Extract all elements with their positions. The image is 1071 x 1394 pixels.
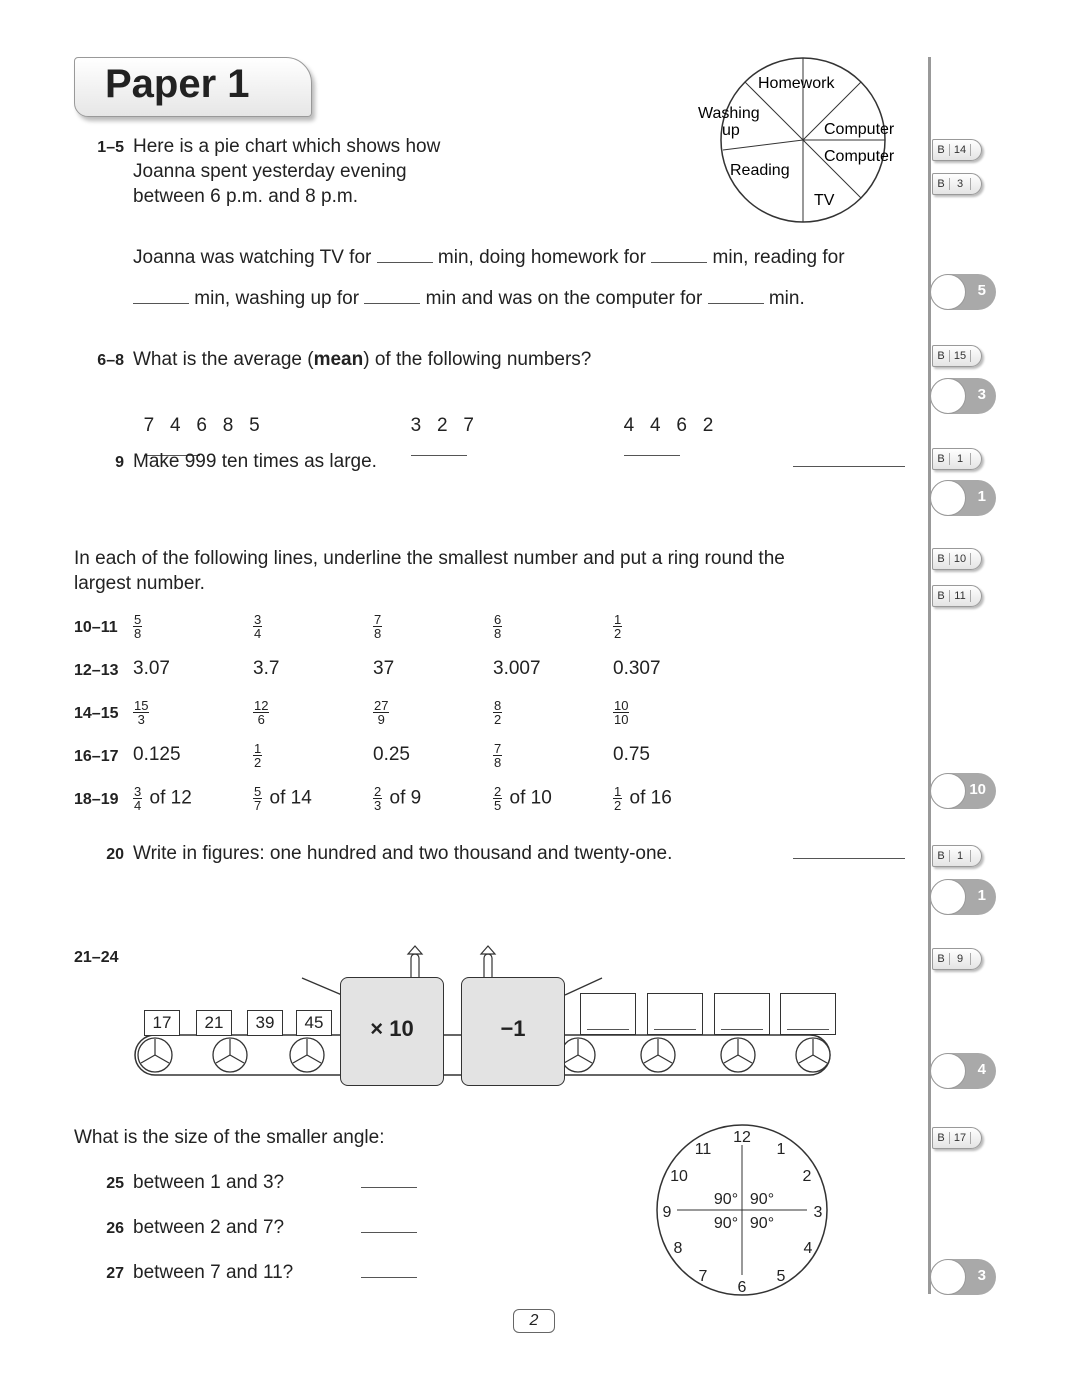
fraction-denominator: 3 bbox=[137, 712, 145, 727]
r1-cell-0[interactable] bbox=[133, 613, 144, 640]
fraction-denominator: 10 bbox=[614, 712, 629, 727]
ref-book: B bbox=[933, 553, 950, 565]
clock-number-12: 12 bbox=[733, 1129, 751, 1146]
q7-set2-numbers: 3 2 7 bbox=[410, 415, 474, 436]
r1-cell-2[interactable] bbox=[373, 613, 384, 640]
question-number-10-11: 10–11 bbox=[74, 619, 118, 636]
machine-minus-1 bbox=[461, 977, 565, 1086]
score-box[interactable] bbox=[930, 1259, 996, 1295]
q8-set3-numbers: 4 4 6 2 bbox=[623, 415, 714, 436]
fraction-denominator: 2 bbox=[494, 712, 502, 727]
question-27-text: between 7 and 11? bbox=[133, 1262, 294, 1283]
score-circle[interactable] bbox=[930, 480, 966, 516]
clock-number-3: 3 bbox=[813, 1204, 823, 1221]
q1-line2: Joanna spent yesterday evening bbox=[133, 161, 407, 182]
of-text: of 9 bbox=[384, 787, 422, 809]
score-box[interactable] bbox=[930, 879, 996, 915]
fraction bbox=[493, 785, 502, 812]
r5-cell-1[interactable] bbox=[253, 785, 312, 812]
fraction bbox=[253, 699, 269, 726]
answer-blank-computer[interactable] bbox=[708, 302, 764, 304]
q1-text-d: min, washing up for bbox=[194, 288, 360, 309]
q1-answer-line-1 bbox=[133, 245, 845, 270]
fraction-numerator: 7 bbox=[374, 612, 382, 627]
page-number: 2 bbox=[513, 1309, 555, 1333]
answer-blank-q25[interactable] bbox=[361, 1187, 417, 1188]
of-text: of 10 bbox=[504, 787, 552, 809]
r2-cell-2[interactable]: 37 bbox=[373, 658, 395, 679]
fraction-denominator: 5 bbox=[494, 798, 502, 813]
clock-angle-bottom-left: 90° bbox=[713, 1215, 739, 1232]
q1-line1: Here is a pie chart which shows how bbox=[133, 136, 441, 157]
ref-book: B bbox=[933, 178, 950, 190]
ref-number: 11 bbox=[950, 590, 971, 602]
pie-label-washing: Washing bbox=[698, 105, 760, 122]
fraction bbox=[253, 785, 262, 812]
ref-book: B bbox=[933, 1132, 950, 1144]
fraction-numerator: 1 bbox=[614, 612, 622, 627]
score-circle[interactable] bbox=[930, 274, 966, 310]
clock-number-6: 6 bbox=[737, 1279, 747, 1296]
q1-line3: between 6 p.m. and 8 p.m. bbox=[133, 186, 358, 207]
fraction-numerator: 15 bbox=[134, 698, 149, 713]
score-circle[interactable] bbox=[930, 378, 966, 414]
question-number-9: 9 bbox=[115, 454, 124, 471]
answer-blank-reading[interactable] bbox=[133, 302, 189, 304]
r2-cell-4[interactable]: 0.307 bbox=[613, 658, 661, 679]
input-box-3: 39 bbox=[247, 1010, 283, 1036]
of-text: of 12 bbox=[144, 787, 192, 809]
r4-cell-3[interactable] bbox=[493, 742, 504, 769]
r4-cell-0[interactable]: 0.125 bbox=[133, 744, 181, 765]
score-max: 3 bbox=[977, 386, 986, 403]
clock-angle-top-left: 90° bbox=[713, 1191, 739, 1208]
clock-angle-top-right: 90° bbox=[749, 1191, 775, 1208]
clock-number-11: 11 bbox=[694, 1141, 712, 1158]
fraction-numerator: 2 bbox=[494, 784, 502, 799]
q1-answer-line-2 bbox=[133, 286, 805, 311]
r4-cell-4[interactable]: 0.75 bbox=[613, 744, 650, 765]
clock-number-2: 2 bbox=[802, 1168, 812, 1185]
score-box[interactable] bbox=[930, 274, 996, 310]
score-max: 10 bbox=[969, 781, 986, 798]
question-number-27: 27 bbox=[106, 1265, 124, 1282]
book-ref-icon bbox=[932, 345, 982, 367]
of-text: of 16 bbox=[624, 787, 672, 809]
question-number-6-8: 6–8 bbox=[97, 352, 124, 369]
q1-text-c: min, reading for bbox=[712, 247, 845, 268]
question-number-14-15: 14–15 bbox=[74, 705, 119, 722]
answer-blank-tv[interactable] bbox=[377, 261, 433, 263]
fraction-denominator: 6 bbox=[257, 712, 265, 727]
pie-label-tv: TV bbox=[814, 192, 835, 209]
fraction bbox=[493, 742, 502, 769]
r1-cell-4[interactable] bbox=[613, 613, 624, 640]
q1-text-f: min. bbox=[768, 288, 805, 309]
input-box-4: 45 bbox=[296, 1010, 332, 1036]
fraction-numerator: 5 bbox=[254, 784, 262, 799]
ref-book: B bbox=[933, 453, 950, 465]
score-max: 5 bbox=[977, 282, 986, 299]
question-number-1-5: 1–5 bbox=[97, 139, 124, 156]
ref-number: 3 bbox=[950, 178, 971, 190]
fraction-numerator: 7 bbox=[494, 741, 502, 756]
clock-number-7: 7 bbox=[698, 1268, 708, 1285]
output-line bbox=[587, 1029, 629, 1030]
instructions-underline-ring bbox=[74, 546, 785, 596]
instructions-line2: largest number. bbox=[74, 573, 205, 594]
r3-cell-2[interactable] bbox=[373, 699, 391, 726]
clock-face bbox=[652, 1122, 832, 1298]
pie-label-reading: Reading bbox=[730, 162, 790, 179]
fraction-numerator: 6 bbox=[494, 612, 502, 627]
ref-number: 15 bbox=[950, 350, 971, 362]
question-25-text: between 1 and 3? bbox=[133, 1172, 285, 1193]
q6-set1-numbers: 7 4 6 8 5 bbox=[143, 415, 260, 436]
output-line bbox=[654, 1029, 696, 1030]
fraction-denominator: 9 bbox=[377, 712, 385, 727]
ref-book: B bbox=[933, 144, 950, 156]
fraction bbox=[613, 699, 629, 726]
r5-cell-0[interactable] bbox=[133, 785, 192, 812]
score-circle[interactable] bbox=[930, 1259, 966, 1295]
answer-blank-q26[interactable] bbox=[361, 1232, 417, 1233]
pie-label-computer-2: Computer bbox=[824, 148, 895, 165]
r5-cell-3[interactable] bbox=[493, 785, 552, 812]
r4-cell-1[interactable] bbox=[253, 742, 264, 769]
r3-cell-3[interactable] bbox=[493, 699, 504, 726]
clock-number-9: 9 bbox=[662, 1204, 672, 1221]
answer-blank-q9[interactable] bbox=[793, 466, 905, 467]
score-box[interactable] bbox=[930, 773, 996, 809]
r5-cell-4[interactable] bbox=[613, 785, 672, 812]
pie-label-computer-1: Computer bbox=[824, 121, 895, 138]
fraction-numerator: 1 bbox=[614, 784, 622, 799]
fraction-numerator: 8 bbox=[494, 698, 502, 713]
fraction bbox=[253, 742, 262, 769]
q8-set-3 bbox=[613, 388, 713, 463]
book-ref-icon bbox=[932, 585, 982, 607]
r1-cell-1[interactable] bbox=[253, 613, 264, 640]
r3-cell-1[interactable] bbox=[253, 699, 271, 726]
q6-post: ) of the following numbers? bbox=[363, 349, 592, 370]
clock-number-10: 10 bbox=[670, 1168, 688, 1185]
fraction bbox=[253, 613, 262, 640]
fraction bbox=[133, 785, 142, 812]
ref-number: 9 bbox=[950, 953, 971, 965]
fraction bbox=[613, 785, 622, 812]
fraction-numerator: 3 bbox=[134, 784, 142, 799]
fraction bbox=[373, 785, 382, 812]
score-circle[interactable] bbox=[930, 1053, 966, 1089]
question-number-26: 26 bbox=[106, 1220, 124, 1237]
clock-number-4: 4 bbox=[803, 1240, 813, 1257]
machine-op-minus-1: −1 bbox=[500, 1016, 526, 1041]
score-box[interactable] bbox=[930, 378, 996, 414]
fraction-denominator: 8 bbox=[134, 626, 142, 641]
input-box-1: 17 bbox=[144, 1010, 180, 1036]
margin-divider bbox=[928, 57, 931, 1294]
fraction-denominator: 8 bbox=[374, 626, 382, 641]
fraction bbox=[613, 613, 622, 640]
answer-blank-q20[interactable] bbox=[793, 858, 905, 859]
clock-number-8: 8 bbox=[673, 1240, 683, 1257]
r1-cell-3[interactable] bbox=[493, 613, 504, 640]
r2-cell-3[interactable]: 3.007 bbox=[493, 658, 541, 679]
fraction bbox=[373, 699, 389, 726]
fraction-denominator: 8 bbox=[494, 626, 502, 641]
q1-text-b: min, doing homework for bbox=[437, 247, 646, 268]
answer-blank-washing-up[interactable] bbox=[364, 302, 420, 304]
paper-title-tab bbox=[74, 57, 312, 117]
input-box-2: 21 bbox=[196, 1010, 232, 1036]
ref-number: 1 bbox=[950, 453, 971, 465]
score-max: 1 bbox=[977, 887, 986, 904]
r2-cell-1[interactable]: 3.7 bbox=[253, 658, 280, 679]
machine-op-times-10: × 10 bbox=[370, 1016, 414, 1041]
r2-cell-0[interactable]: 3.07 bbox=[133, 658, 170, 679]
question-number-12-13: 12–13 bbox=[74, 662, 119, 679]
fraction-numerator: 10 bbox=[614, 698, 629, 713]
question-9-text: Make 999 ten times as large. bbox=[133, 451, 377, 472]
fraction-numerator: 3 bbox=[254, 612, 262, 627]
q7-set-2 bbox=[400, 388, 474, 463]
fraction-denominator: 4 bbox=[134, 798, 142, 813]
fraction-denominator: 7 bbox=[254, 798, 262, 813]
question-number-21-24: 21–24 bbox=[74, 949, 119, 966]
score-box[interactable] bbox=[930, 1053, 996, 1089]
output-line bbox=[721, 1029, 763, 1030]
q6-pre: What is the average ( bbox=[133, 349, 314, 370]
r5-cell-2[interactable] bbox=[373, 785, 421, 812]
score-circle[interactable] bbox=[930, 773, 966, 809]
question-number-20: 20 bbox=[106, 846, 124, 863]
machine-times-10 bbox=[340, 977, 444, 1086]
ref-book: B bbox=[933, 850, 950, 862]
ref-book: B bbox=[933, 590, 950, 602]
question-number-25: 25 bbox=[106, 1175, 124, 1192]
fraction bbox=[493, 699, 502, 726]
ref-number: 14 bbox=[950, 144, 971, 156]
output-line bbox=[787, 1029, 829, 1030]
answer-blank-q8[interactable] bbox=[624, 454, 680, 456]
answer-blank-q27[interactable] bbox=[361, 1277, 417, 1278]
output-box-22[interactable] bbox=[647, 993, 703, 1035]
ref-book: B bbox=[933, 953, 950, 965]
question-number-16-17: 16–17 bbox=[74, 748, 119, 765]
q1-text-e: min and was on the computer for bbox=[425, 288, 703, 309]
question-26-text: between 2 and 7? bbox=[133, 1217, 285, 1238]
fraction bbox=[133, 699, 149, 726]
output-box-21[interactable] bbox=[580, 993, 636, 1035]
question-number-18-19: 18–19 bbox=[74, 791, 119, 808]
fraction-denominator: 2 bbox=[614, 798, 622, 813]
book-ref-icon bbox=[932, 173, 982, 195]
book-ref-icon bbox=[932, 448, 982, 470]
clock-angle-bottom-right: 90° bbox=[749, 1215, 775, 1232]
of-text: of 14 bbox=[264, 787, 312, 809]
ref-number: 10 bbox=[950, 553, 971, 565]
clock-number-1: 1 bbox=[776, 1141, 786, 1158]
score-circle[interactable] bbox=[930, 879, 966, 915]
question-20-text: Write in figures: one hundred and two thousand and twenty-one. bbox=[133, 843, 673, 864]
q1-text-a: Joanna was watching TV for bbox=[133, 247, 372, 268]
score-max: 4 bbox=[977, 1061, 986, 1078]
pie-label-homework: Homework bbox=[758, 75, 835, 92]
answer-blank-q7[interactable] bbox=[411, 454, 467, 456]
r3-cell-0[interactable] bbox=[133, 699, 151, 726]
ref-number: 1 bbox=[950, 850, 971, 862]
fraction-denominator: 2 bbox=[614, 626, 622, 641]
question-6-text bbox=[133, 347, 591, 372]
score-box[interactable] bbox=[930, 480, 996, 516]
r4-cell-2[interactable]: 0.25 bbox=[373, 744, 410, 765]
book-ref-icon bbox=[932, 1127, 982, 1149]
book-ref-icon bbox=[932, 548, 982, 570]
book-ref-icon bbox=[932, 845, 982, 867]
question-1-text bbox=[133, 134, 440, 209]
ref-book: B bbox=[933, 350, 950, 362]
fraction-numerator: 27 bbox=[374, 698, 389, 713]
output-box-24[interactable] bbox=[780, 993, 836, 1035]
output-box-23[interactable] bbox=[714, 993, 770, 1035]
book-ref-icon bbox=[932, 139, 982, 161]
fraction bbox=[373, 613, 382, 640]
q6-bold: mean bbox=[313, 349, 364, 370]
fraction bbox=[493, 613, 502, 640]
fraction-denominator: 4 bbox=[254, 626, 262, 641]
book-ref-icon bbox=[932, 948, 982, 970]
pie-label-washing-up: up bbox=[722, 122, 740, 139]
answer-blank-homework[interactable] bbox=[651, 261, 707, 263]
angle-prompt: What is the size of the smaller angle: bbox=[74, 1127, 385, 1148]
r3-cell-4[interactable] bbox=[613, 699, 631, 726]
fraction-denominator: 8 bbox=[494, 755, 502, 770]
fraction-numerator: 12 bbox=[254, 698, 269, 713]
pie-chart bbox=[690, 52, 920, 232]
clock-number-5: 5 bbox=[776, 1268, 786, 1285]
fraction-denominator: 3 bbox=[374, 798, 382, 813]
fraction-numerator: 1 bbox=[254, 741, 262, 756]
fraction-denominator: 2 bbox=[254, 755, 262, 770]
paper-title: Paper 1 bbox=[105, 62, 250, 106]
score-max: 3 bbox=[977, 1267, 986, 1284]
ref-number: 17 bbox=[950, 1132, 971, 1144]
fraction-numerator: 5 bbox=[134, 612, 142, 627]
score-max: 1 bbox=[977, 488, 986, 505]
instructions-line1: In each of the following lines, underline the smallest number and put a ring round the bbox=[74, 548, 785, 569]
fraction-numerator: 2 bbox=[374, 784, 382, 799]
fraction bbox=[133, 613, 142, 640]
